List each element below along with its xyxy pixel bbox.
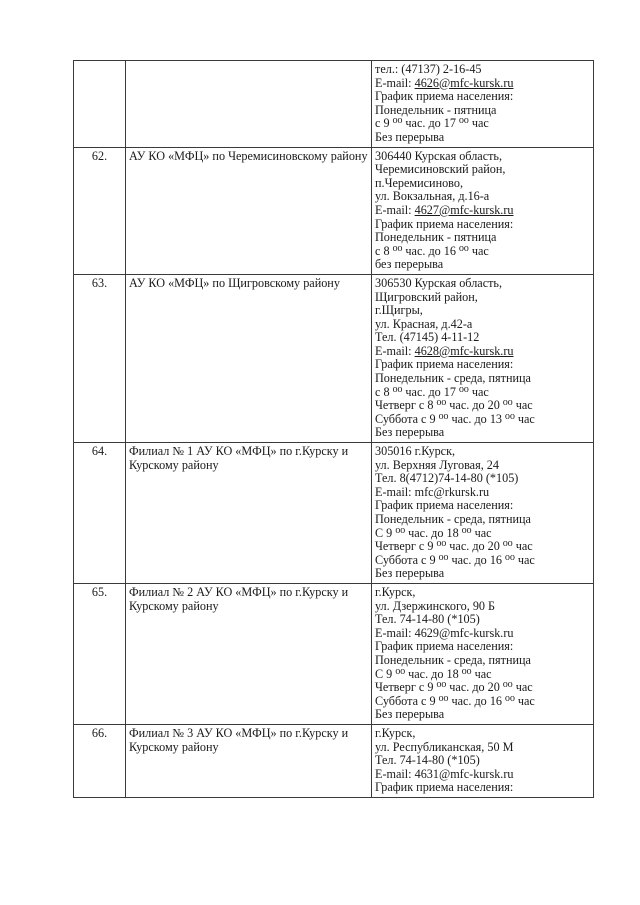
office-contacts bbox=[372, 724, 594, 797]
office-contacts bbox=[372, 274, 594, 442]
contact-line: Понедельник - среда, пятница bbox=[375, 371, 531, 386]
email-line: E-mail: 4631@mfc-kursk.ru bbox=[375, 766, 514, 781]
contact-line: Тел. (47145) 4-11-12 bbox=[375, 330, 480, 345]
contact-line: Суббота с 9 ⁰⁰ час. до 13 ⁰⁰ час bbox=[375, 411, 535, 426]
email-line: E-mail: mfc@rkursk.ru bbox=[375, 484, 490, 499]
contact-line: тел.: (47137) 2-16-45 bbox=[375, 62, 482, 76]
mfc-office-table bbox=[73, 60, 594, 798]
contact-line: ул. Вокзальная, д.16-а bbox=[375, 189, 490, 204]
contact-line: Без перерыва bbox=[375, 425, 445, 440]
contact-line: ул. Республиканская, 50 М bbox=[375, 739, 514, 754]
table-row bbox=[74, 61, 594, 148]
contact-line: С 9 ⁰⁰ час. до 18 ⁰⁰ час bbox=[375, 666, 492, 681]
contact-line: с 9 ⁰⁰ час. до 17 ⁰⁰ час bbox=[375, 116, 489, 131]
email-address: 4626@mfc-kursk.ru bbox=[414, 75, 514, 90]
office-name: Филиал № 1 АУ КО «МФЦ» по г.Курску и Курскому району bbox=[126, 443, 372, 584]
contact-line: без перерыва bbox=[375, 257, 444, 272]
table-row bbox=[74, 583, 594, 724]
contact-line: ул. Красная, д.42-а bbox=[375, 316, 473, 331]
contact-line: График приема населения: bbox=[375, 216, 514, 231]
contact-line: 306530 Курская область, bbox=[375, 275, 503, 290]
contact-line: Тел. 8(4712)74-14-80 (*105) bbox=[375, 471, 519, 486]
row-number: 62. bbox=[74, 147, 126, 274]
office-name: Филиал № 3 АУ КО «МФЦ» по г.Курску и Курскому району bbox=[126, 724, 372, 797]
office-contacts bbox=[372, 147, 594, 274]
contact-line: ул. Верхняя Луговая, 24 bbox=[375, 457, 499, 472]
email-line: E-mail: 4629@mfc-kursk.ru bbox=[375, 625, 514, 640]
contact-line: ул. Дзержинского, 90 Б bbox=[375, 598, 496, 613]
row-number: 63. bbox=[74, 274, 126, 442]
contact-line: График приема населения: bbox=[375, 89, 514, 104]
contact-line: Понедельник - пятница bbox=[375, 102, 497, 117]
table-row bbox=[74, 274, 594, 442]
contact-line: г.Курск, bbox=[375, 584, 416, 599]
contact-line: Без перерыва bbox=[375, 707, 445, 722]
office-name: Филиал № 2 АУ КО «МФЦ» по г.Курску и Курскому району bbox=[126, 583, 372, 724]
row-number: 64. bbox=[74, 443, 126, 584]
contact-line: Без перерыва bbox=[375, 566, 445, 581]
contact-line: График приема населения: bbox=[375, 498, 514, 513]
contact-line: Суббота с 9 ⁰⁰ час. до 16 ⁰⁰ час bbox=[375, 552, 535, 567]
row-number: 66. bbox=[74, 724, 126, 797]
contact-line: Четверг с 9 ⁰⁰ час. до 20 ⁰⁰ час bbox=[375, 539, 533, 554]
office-contacts bbox=[372, 443, 594, 584]
office-contacts bbox=[372, 583, 594, 724]
contact-line: Понедельник - среда, пятница bbox=[375, 652, 531, 667]
contact-line: г.Щигры, bbox=[375, 303, 423, 318]
email-address: 4628@mfc-kursk.ru bbox=[414, 343, 514, 358]
table-row bbox=[74, 724, 594, 797]
office-name: АУ КО «МФЦ» по Черемисиновскому району bbox=[126, 147, 372, 274]
contact-line: Четверг с 9 ⁰⁰ час. до 20 ⁰⁰ час bbox=[375, 680, 533, 695]
table-row bbox=[74, 443, 594, 584]
contact-line: с 8 ⁰⁰ час. до 17 ⁰⁰ час bbox=[375, 384, 489, 399]
office-name: АУ КО «МФЦ» по Щигровскому району bbox=[126, 274, 372, 442]
contact-line: г.Курск, bbox=[375, 725, 416, 740]
email-line: E-mail: 4627@mfc-kursk.ru bbox=[375, 202, 514, 217]
table-body bbox=[74, 61, 594, 798]
contact-line: Понедельник - пятница bbox=[375, 230, 497, 245]
contact-line: Тел. 74-14-80 (*105) bbox=[375, 753, 480, 768]
contact-line: 306440 Курская область, bbox=[375, 148, 503, 163]
contact-line: с 8 ⁰⁰ час. до 16 ⁰⁰ час bbox=[375, 243, 489, 258]
email-line: E-mail: 4628@mfc-kursk.ru bbox=[375, 343, 514, 358]
contact-line: Черемисиновский район, bbox=[375, 162, 506, 177]
contact-line: Суббота с 9 ⁰⁰ час. до 16 ⁰⁰ час bbox=[375, 693, 535, 708]
contact-line: График приема населения: bbox=[375, 780, 514, 795]
contact-line: 305016 г.Курск, bbox=[375, 444, 456, 459]
email-line: E-mail: 4626@mfc-kursk.ru bbox=[375, 75, 514, 90]
contact-line: Щигровский район, bbox=[375, 289, 478, 304]
contact-line: Без перерыва bbox=[375, 129, 445, 144]
email-address: 4627@mfc-kursk.ru bbox=[414, 202, 514, 217]
office-contacts bbox=[372, 61, 594, 148]
contact-line: График приема населения: bbox=[375, 639, 514, 654]
contact-line: Четверг с 8 ⁰⁰ час. до 20 ⁰⁰ час bbox=[375, 398, 533, 413]
contact-line: График приема населения: bbox=[375, 357, 514, 372]
office-name bbox=[126, 61, 372, 148]
row-number bbox=[74, 61, 126, 148]
contact-line: Тел. 74-14-80 (*105) bbox=[375, 612, 480, 627]
contact-line: п.Черемисиново, bbox=[375, 175, 463, 190]
row-number: 65. bbox=[74, 583, 126, 724]
contact-line: С 9 ⁰⁰ час. до 18 ⁰⁰ час bbox=[375, 525, 492, 540]
contact-line: Понедельник - среда, пятница bbox=[375, 512, 531, 526]
table-row bbox=[74, 147, 594, 274]
